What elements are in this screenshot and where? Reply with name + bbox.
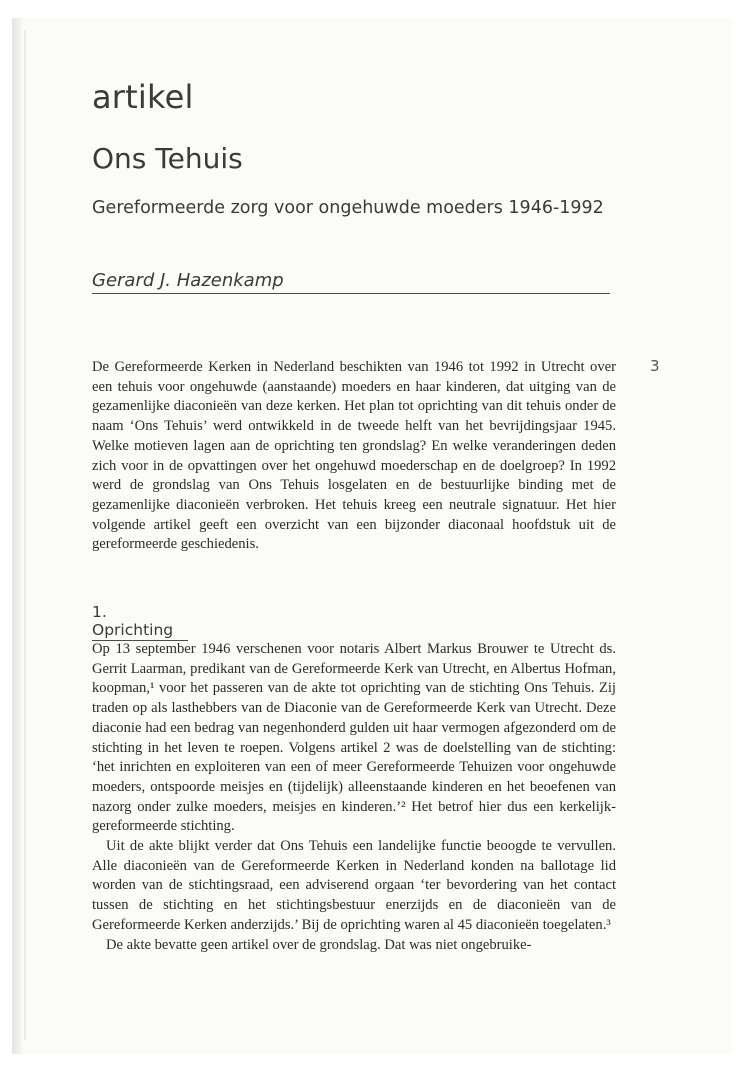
- intro-paragraph: De Gereformeerde Kerken in Nederland beschikten van 1946 tot 1992 in Utrecht over een tehuis voor ongehuwde (aanstaande) moeders en haar kinderen, dat uitging van de gezamenlijke diaconieën van deze kerken. Het plan tot oprichting van dit tehuis onder de naam ‘Ons Tehuis’ werd ontwikkeld in de tweede helft van het bevrijdingsjaar 1945. Welke motieven lagen aan de oprichting ten grondslag? En welke veranderingen deden zich voor in de opvattingen over het ongehuwd moederschap en de doelgroep? In 1992 werd de grondslag van Ons Tehuis losgelaten en de bestuurlijke binding met de gezamenlijke diaconieën verbroken. Het tehuis kreeg een neutrale signatuur. Het hier volgende artikel geeft een overzicht van een bijzonder diaconaal hoofdstuk uit de gereformeerde geschiedenis.: [92, 359, 616, 553]
- section-paragraph: De akte bevatte geen artikel over de grondslag. Dat was niet ongebruike-: [106, 936, 532, 953]
- margin-shadow: [24, 30, 26, 1040]
- section-body: [92, 640, 616, 955]
- page-spine: [12, 18, 22, 1054]
- section-paragraph: Uit de akte blijkt verder dat Ons Tehuis een landelijke functie beoogde te vervullen. Alle diaconieën van de Gereformeerde Kerken in Nederland konden na ballotage lid worden van de stichtingsraad, een adviserend orgaan ‘ter bevordering van het contact tussen de stichting en het stichtingsbestuur enerzijds en de diaconieën van de Gereformeerde Kerken anderzijds.’ Bij de oprichting waren al 45 diaconieën toegelaten.³: [92, 838, 616, 933]
- article-author: Gerard J. Hazenkamp: [92, 270, 610, 294]
- section-paragraph: Op 13 september 1946 verschenen voor notaris Albert Markus Brouwer te Utrecht ds. Gerrit Laarman, predikant van de Gereformeerde Kerk van Utrecht, en Albertus Hofman, koopman,¹ voor het passeren van de akte tot oprichting van de stichting Ons Tehuis. Zij traden op als lasthebbers van de Diaconie van de Gereformeerde Kerk van Utrecht. Deze diaconie had een bedrag van negenhonderd gulden uit haar vermogen afgezonderd om de stichting in het leven te roepen. Volgens artikel 2 was de doelstelling van de stichting: ‘het inrichten en exploiteren van een of meer Gereformeerde Tehuizen voor ongehuwde moeders, ontspoorde meisjes en (tijdelijk) alleenstaande kinderen en het beoefenen van nazorg onder zulke moeders, meisjes en kinderen.’² Het betrof hier dus een kerkelijk-gereformeerde stichting.: [92, 641, 616, 835]
- article-kicker: artikel: [92, 78, 194, 116]
- intro-text: [92, 358, 616, 555]
- article-title: Ons Tehuis: [92, 142, 243, 175]
- section-heading: 1. Oprichting: [92, 603, 188, 641]
- page-number: 3: [650, 357, 660, 375]
- article-subtitle: Gereformeerde zorg voor ongehuwde moeders 1946-1992: [92, 198, 604, 218]
